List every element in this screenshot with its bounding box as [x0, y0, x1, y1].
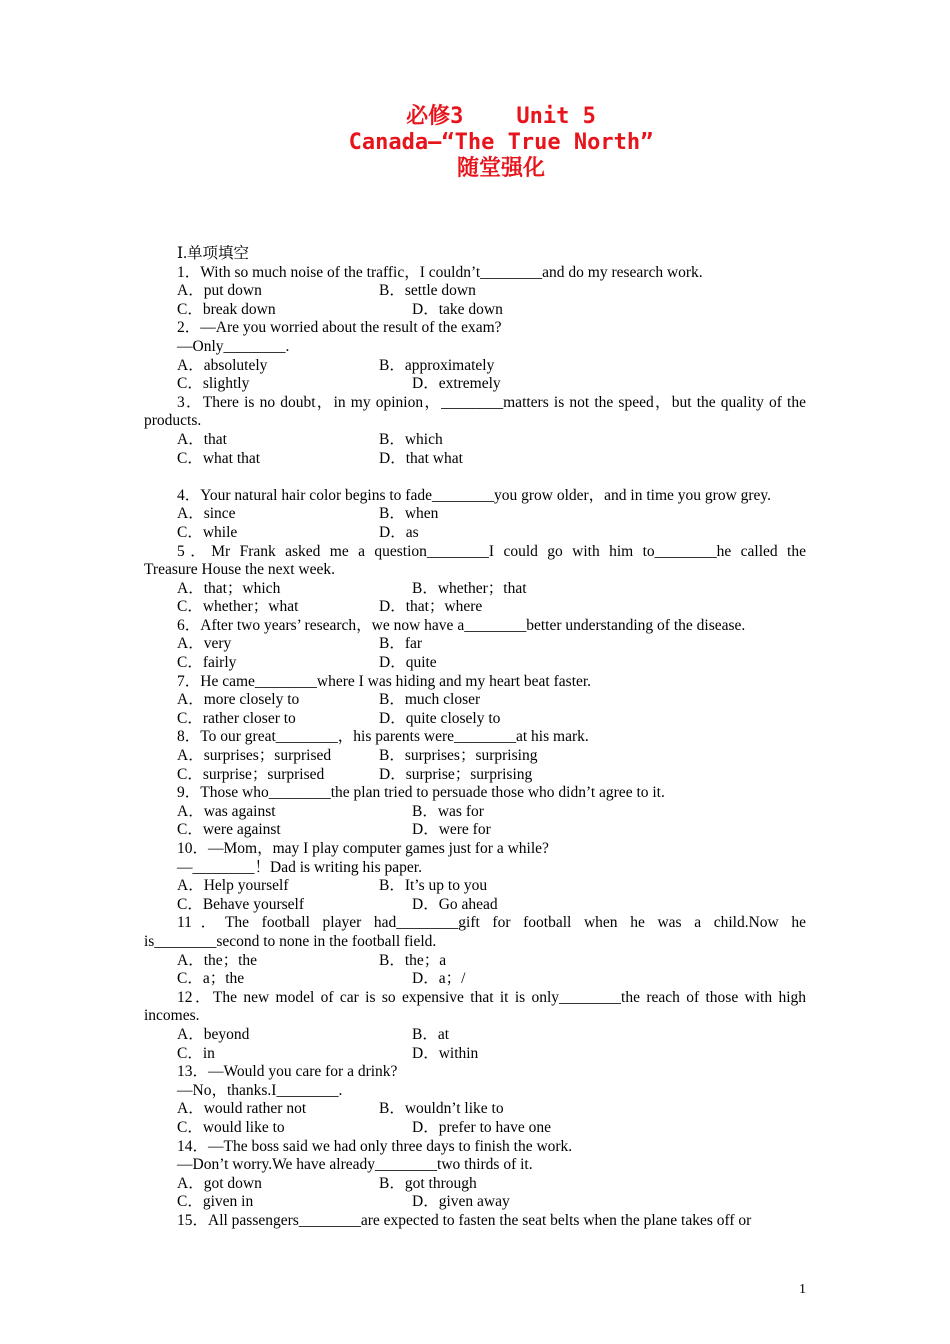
question-stem-continued: products.	[144, 412, 202, 430]
options-row	[144, 1100, 806, 1119]
options-row	[144, 766, 806, 785]
option-b: B．surprises；surprising	[379, 747, 538, 765]
option-b: B．wouldn’t like to	[379, 1100, 504, 1118]
question-stem: 6．After two years’ research，we now have a________better understanding of the disease.	[177, 616, 746, 634]
options-row	[144, 877, 806, 896]
question-stem-continued: Treasure House the next week.	[144, 561, 335, 579]
option-d: D．extremely	[412, 375, 501, 393]
option-b: B．It’s up to you	[379, 877, 488, 895]
options-row	[144, 803, 806, 822]
question-item	[144, 319, 806, 393]
option-c: C．surprise；surprised	[177, 765, 325, 783]
options-row	[144, 970, 806, 989]
option-c: C．would like to	[177, 1118, 285, 1136]
options-row	[144, 1026, 806, 1045]
option-a: A．absolutely	[177, 356, 268, 374]
question-stem: 4．Your natural hair color begins to fade________you grow older，and in time you grow grey.	[177, 486, 772, 504]
question-stem: 8．To our great________，his parents were________at his mark.	[177, 728, 589, 746]
options-row	[144, 1045, 806, 1064]
option-a: A．got down	[177, 1174, 262, 1192]
question-item	[144, 784, 806, 840]
question-stem: 13．—Would you care for a drink?	[177, 1063, 398, 1081]
options-row	[144, 580, 806, 599]
question-stem: 11．The football player had________gift for football when he was a child.Now he	[177, 914, 806, 932]
option-b: B．approximately	[379, 356, 495, 374]
question-item	[144, 264, 806, 320]
options-row	[144, 505, 806, 524]
question-stem-continued: —________！Dad is writing his paper.	[177, 858, 422, 876]
option-c: C．slightly	[177, 375, 250, 393]
title-line-1: 必修3 Unit 5	[406, 104, 596, 129]
option-b: B．was for	[412, 802, 484, 820]
question-item	[144, 914, 806, 988]
option-b: B．when	[379, 505, 439, 523]
options-row	[144, 896, 806, 915]
options-row	[144, 301, 806, 320]
option-a: A．the；the	[177, 951, 258, 969]
option-a: A．that	[177, 430, 227, 448]
option-d: D．that what	[379, 449, 463, 467]
options-row	[144, 821, 806, 840]
options-row	[144, 747, 806, 766]
option-a: A．very	[177, 635, 232, 653]
question-stem: 2．—Are you worried about the result of the exam?	[177, 319, 502, 337]
option-a: A．was against	[177, 802, 276, 820]
option-b: B．much closer	[379, 691, 481, 709]
options-row	[144, 1175, 806, 1194]
option-d: D．that；where	[379, 598, 483, 616]
question-stem: 12．The new model of car is so expensive that it is only________the reach of those with high	[177, 988, 806, 1006]
option-a: A．since	[177, 505, 236, 523]
option-c: C．break down	[177, 300, 276, 318]
option-b: B．got through	[379, 1174, 477, 1192]
option-d: D．quite	[379, 654, 437, 672]
options-row	[144, 282, 806, 301]
question-item	[144, 543, 806, 617]
option-c: C．Behave yourself	[177, 895, 304, 913]
question-item	[144, 728, 806, 784]
question-stem: 3．There is no doubt，in my opinion，________matters is not the speed，but the quality of the	[177, 393, 806, 411]
question-stem: 15．All passengers________are expected to fasten the seat belts when the plane takes off or	[177, 1211, 752, 1229]
question-item	[144, 1063, 806, 1137]
title-line-2: Canada—“The True North”	[348, 130, 654, 155]
options-row	[144, 654, 806, 673]
question-item	[144, 1138, 806, 1212]
option-d: D．take down	[412, 300, 503, 318]
options-row	[144, 431, 806, 450]
option-b: B．far	[379, 635, 423, 653]
section-heading: Ⅰ.单项填空	[177, 245, 249, 262]
option-c: C．whether；what	[177, 598, 299, 616]
option-a: A．Help yourself	[177, 877, 289, 895]
question-stem-continued: —Only________.	[177, 337, 290, 355]
options-row	[144, 375, 806, 394]
options-row	[144, 524, 806, 543]
option-c: C．while	[177, 523, 238, 541]
option-d: D．within	[412, 1044, 479, 1062]
question-stem-continued: —Don’t worry.We have already________two thirds of it.	[177, 1156, 533, 1174]
question-stem: 7．He came________where I was hiding and my heart beat faster.	[177, 672, 592, 690]
option-c: C．in	[177, 1044, 215, 1062]
option-d: D．quite closely to	[379, 709, 501, 727]
option-a: A．beyond	[177, 1025, 250, 1043]
option-d: D．surprise；surprising	[379, 765, 533, 783]
option-d: D．as	[379, 523, 419, 541]
option-b: B．at	[412, 1025, 450, 1043]
option-b: B．the；a	[379, 951, 447, 969]
option-c: C．what that	[177, 449, 261, 467]
question-stem: 10．—Mom，may I play computer games just for a while?	[177, 840, 549, 857]
option-c: C．fairly	[177, 654, 237, 672]
option-c: C．given in	[177, 1193, 254, 1211]
page-number: 1	[799, 1282, 806, 1297]
question-item	[144, 617, 806, 673]
question-stem: 14．—The boss said we had only three days to finish the work.	[177, 1137, 573, 1155]
option-d: D．a；/	[412, 970, 466, 988]
option-b: B．whether；that	[412, 579, 527, 597]
option-a: A．that；which	[177, 579, 281, 597]
question-section	[144, 245, 806, 1230]
option-c: C．were against	[177, 821, 281, 839]
option-b: B．which	[379, 430, 443, 448]
question-item	[144, 673, 806, 729]
option-d: D．given away	[412, 1193, 510, 1211]
question-stem: 5．Mr Frank asked me a question________I could go with him to________he called the	[177, 542, 806, 560]
question-stem: 9．Those who________the plan tried to persuade those who didn’t agree to it.	[177, 784, 665, 802]
question-item	[144, 1212, 806, 1231]
question-item	[144, 394, 806, 468]
question-item	[144, 840, 806, 914]
option-a: A．put down	[177, 282, 262, 300]
question-item	[144, 487, 806, 543]
question-stem-continued: —No，thanks.I________.	[177, 1081, 343, 1099]
options-row	[144, 1119, 806, 1138]
option-d: D．prefer to have one	[412, 1118, 552, 1136]
question-stem-continued: incomes.	[144, 1007, 200, 1025]
spacer	[144, 468, 806, 487]
options-row	[144, 691, 806, 710]
options-row	[144, 710, 806, 729]
title-line-3: 随堂强化	[456, 156, 545, 181]
option-a: A．more closely to	[177, 691, 300, 709]
options-row	[144, 635, 806, 654]
question-stem: 1．With so much noise of the traffic，I couldn’t________and do my research work.	[177, 263, 703, 281]
option-d: D．were for	[412, 821, 491, 839]
option-c: C．a；the	[177, 970, 245, 988]
options-row	[144, 357, 806, 376]
question-stem-continued: is________second to none in the football field.	[144, 932, 437, 950]
option-d: D．Go ahead	[412, 895, 498, 913]
document-title	[0, 104, 950, 182]
options-row	[144, 598, 806, 617]
option-b: B．settle down	[379, 282, 476, 300]
options-row	[144, 952, 806, 971]
options-row	[144, 1193, 806, 1212]
question-item	[144, 989, 806, 1063]
option-c: C．rather closer to	[177, 709, 296, 727]
option-a: A．surprises；surprised	[177, 747, 332, 765]
options-row	[144, 450, 806, 469]
option-a: A．would rather not	[177, 1100, 307, 1118]
